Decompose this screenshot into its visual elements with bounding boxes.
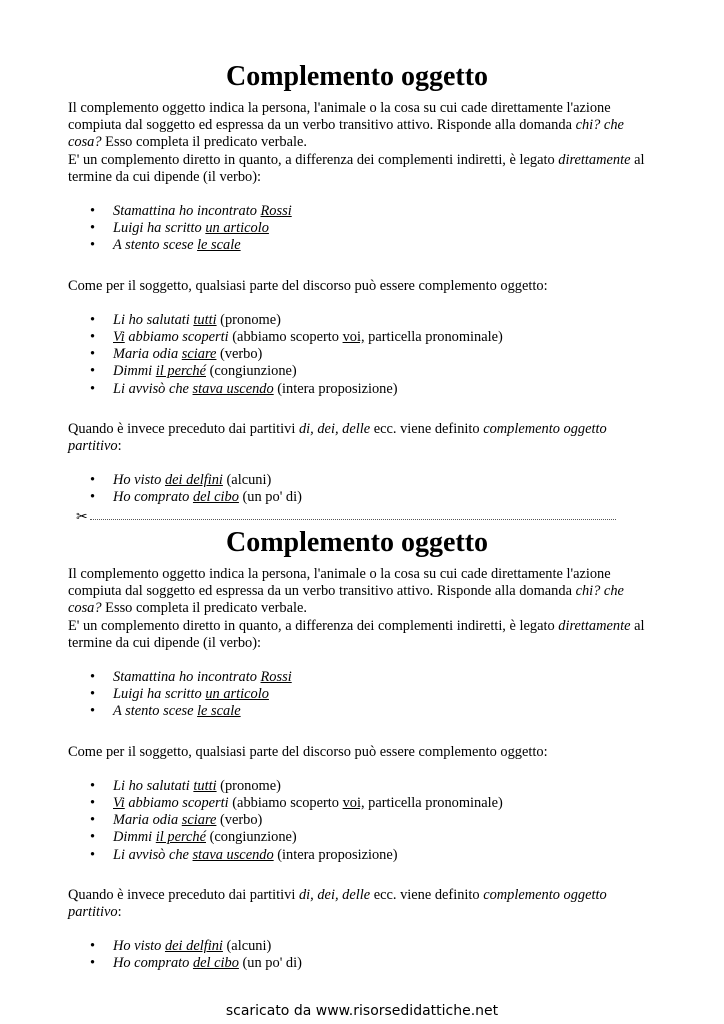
example-object: un articolo (205, 686, 269, 703)
example-object: dei delfini (164, 472, 223, 489)
example-note: (abbiamo scoperto (228, 795, 343, 812)
example-note: (abbiamo scoperto (228, 329, 343, 346)
example-object: Vi (113, 329, 125, 346)
bullet-icon: • (90, 795, 96, 812)
intro-paragraph (68, 566, 658, 618)
worksheet-top (68, 58, 658, 507)
intro-text: Il complemento oggetto indica la persona, l'animale o la cosa su cui cade direttamente l'azione compiuta dal soggetto ed espressa da un verbo transitivo attivo. Risponde alla domanda (68, 100, 611, 134)
example-note: (verbo) (216, 812, 263, 829)
partitive-colon: : (117, 438, 122, 455)
cut-line (76, 509, 616, 525)
bullet-icon: • (90, 489, 96, 506)
example-text: Dimmi (113, 829, 156, 846)
example-text: Stamattina ho incontrato (113, 203, 261, 220)
examples-list-partitive (68, 938, 658, 972)
list-item (68, 220, 658, 237)
example-object: le scale (197, 237, 241, 254)
partitive-words: di, dei, delle (298, 886, 371, 903)
scissors-icon: ✂ (76, 509, 88, 525)
partitive-term: complemento oggetto partitivo (68, 420, 607, 455)
intro-question: chi? che cosa? (68, 583, 624, 617)
list-item (68, 778, 658, 795)
list-item (68, 812, 658, 829)
intro-text-end: Esso completa il predicato verbale. (101, 134, 307, 151)
list-item (68, 795, 658, 812)
example-text: Maria odia (113, 346, 182, 363)
example-text: Stamattina ho incontrato (113, 669, 261, 686)
example-note: (intera proposizione) (273, 846, 398, 863)
list-item (68, 938, 658, 955)
example-note: (un po' di) (238, 489, 302, 506)
page-title: Complemento oggetto (225, 527, 489, 558)
bullet-icon: • (90, 812, 96, 829)
example-note: (intera proposizione) (273, 380, 398, 397)
footer-source: scaricato da www.risorsedidattiche.net (225, 1003, 499, 1019)
dotted-divider (90, 519, 616, 520)
bullet-icon: • (90, 955, 96, 972)
partitive-colon: : (117, 904, 122, 921)
example-object: dei delfini (164, 938, 223, 955)
partitive-text-mid: ecc. viene definito (370, 886, 484, 903)
bullet-icon: • (90, 829, 96, 846)
partitive-term: complemento oggetto partitivo (68, 886, 607, 921)
bullet-icon: • (90, 777, 96, 794)
example-text: Maria odia (113, 812, 182, 829)
bullet-icon: • (90, 669, 96, 686)
example-note: (alcuni) (222, 472, 272, 489)
bullet-icon: • (90, 237, 96, 254)
example-note-object: voi, (342, 795, 365, 812)
example-text: Ho visto (113, 938, 165, 955)
bullet-icon: • (90, 363, 96, 380)
example-text: abbiamo scoperti (124, 795, 229, 812)
example-text: Li avvisò che (113, 380, 193, 397)
list-item (68, 203, 658, 220)
page-title: Complemento oggetto (225, 61, 489, 92)
any-part-paragraph: Come per il soggetto, qualsiasi parte del discorso può essere complemento oggetto: (68, 277, 548, 294)
list-item (68, 703, 658, 720)
example-text: Luigi ha scritto (113, 220, 206, 237)
example-object: stava uscendo (192, 380, 274, 397)
list-item (68, 363, 658, 380)
example-object: del cibo (192, 489, 239, 506)
example-text: Ho comprato (113, 489, 193, 506)
example-text: Li ho salutati (113, 777, 194, 794)
partitive-paragraph (68, 421, 658, 455)
direct-text: E' un complemento diretto in quanto, a differenza dei complementi indiretti, è legato (68, 151, 559, 168)
worksheet-bottom (68, 524, 658, 973)
bullet-icon: • (90, 311, 96, 328)
partitive-text-mid: ecc. viene definito (370, 420, 484, 437)
example-text: Ho visto (113, 472, 165, 489)
list-item (68, 686, 658, 703)
example-object: sciare (181, 812, 217, 829)
bullet-icon: • (90, 472, 96, 489)
bullet-icon: • (90, 380, 96, 397)
example-object: sciare (181, 346, 217, 363)
example-object: Vi (113, 795, 125, 812)
list-item (68, 847, 658, 864)
example-text: Ho comprato (113, 955, 193, 972)
example-note: (pronome) (216, 311, 281, 328)
example-text: A stento scese (113, 703, 198, 720)
bullet-icon: • (90, 203, 96, 220)
example-note-object: voi, (342, 329, 365, 346)
direct-paragraph (68, 152, 658, 186)
intro-text-end: Esso completa il predicato verbale. (101, 600, 307, 617)
example-note-end: particella pronominale) (364, 329, 503, 346)
example-object: tutti (193, 311, 217, 328)
example-text: A stento scese (113, 237, 198, 254)
intro-question: chi? che cosa? (68, 117, 624, 151)
example-note: (congiunzione) (206, 829, 297, 846)
bullet-icon: • (90, 220, 96, 237)
list-item (68, 955, 658, 972)
example-note-end: particella pronominale) (364, 795, 503, 812)
direct-emphasis: direttamente (558, 151, 631, 168)
partitive-text: Quando è invece preceduto dai partitivi (68, 886, 299, 903)
examples-list-partitive (68, 472, 658, 506)
list-item (68, 237, 658, 254)
example-note: (pronome) (216, 777, 281, 794)
direct-paragraph (68, 618, 658, 652)
partitive-paragraph (68, 887, 658, 921)
example-text: Luigi ha scritto (113, 686, 206, 703)
example-object: il perché (155, 363, 206, 380)
list-item (68, 669, 658, 686)
intro-text: Il complemento oggetto indica la persona, l'animale o la cosa su cui cade direttamente l'azione compiuta dal soggetto ed espressa da un verbo transitivo attivo. Risponde alla domanda (68, 566, 611, 600)
example-note: (verbo) (216, 346, 263, 363)
partitive-text: Quando è invece preceduto dai partitivi (68, 420, 299, 437)
example-text: Li avvisò che (113, 846, 193, 863)
bullet-icon: • (90, 686, 96, 703)
example-object: le scale (197, 703, 241, 720)
examples-list-parts (68, 778, 658, 864)
bullet-icon: • (90, 329, 96, 346)
list-item (68, 329, 658, 346)
example-object: il perché (155, 829, 206, 846)
examples-list-parts (68, 312, 658, 398)
examples-list-basic (68, 669, 658, 721)
bullet-icon: • (90, 346, 96, 363)
example-object: del cibo (192, 955, 239, 972)
partitive-words: di, dei, delle (298, 420, 371, 437)
list-item (68, 489, 658, 506)
any-part-paragraph: Come per il soggetto, qualsiasi parte del discorso può essere complemento oggetto: (68, 743, 548, 760)
bullet-icon: • (90, 846, 96, 863)
examples-list-basic (68, 203, 658, 255)
list-item (68, 346, 658, 363)
list-item (68, 829, 658, 846)
example-object: Rossi (260, 203, 292, 220)
bullet-icon: • (90, 703, 96, 720)
example-object: stava uscendo (192, 846, 274, 863)
direct-text-end: al termine da cui dipende (il verbo): (68, 151, 645, 185)
example-object: Rossi (260, 669, 292, 686)
example-text: Li ho salutati (113, 311, 194, 328)
example-object: un articolo (205, 220, 269, 237)
direct-emphasis: direttamente (558, 617, 631, 634)
bullet-icon: • (90, 938, 96, 955)
example-text: abbiamo scoperti (124, 329, 229, 346)
list-item (68, 472, 658, 489)
list-item (68, 381, 658, 398)
direct-text: E' un complemento diretto in quanto, a differenza dei complementi indiretti, è legato (68, 617, 559, 634)
intro-paragraph (68, 100, 658, 152)
example-note: (alcuni) (222, 938, 272, 955)
example-text: Dimmi (113, 363, 156, 380)
list-item (68, 312, 658, 329)
example-note: (congiunzione) (206, 363, 297, 380)
direct-text-end: al termine da cui dipende (il verbo): (68, 617, 645, 651)
example-object: tutti (193, 777, 217, 794)
example-note: (un po' di) (238, 955, 302, 972)
